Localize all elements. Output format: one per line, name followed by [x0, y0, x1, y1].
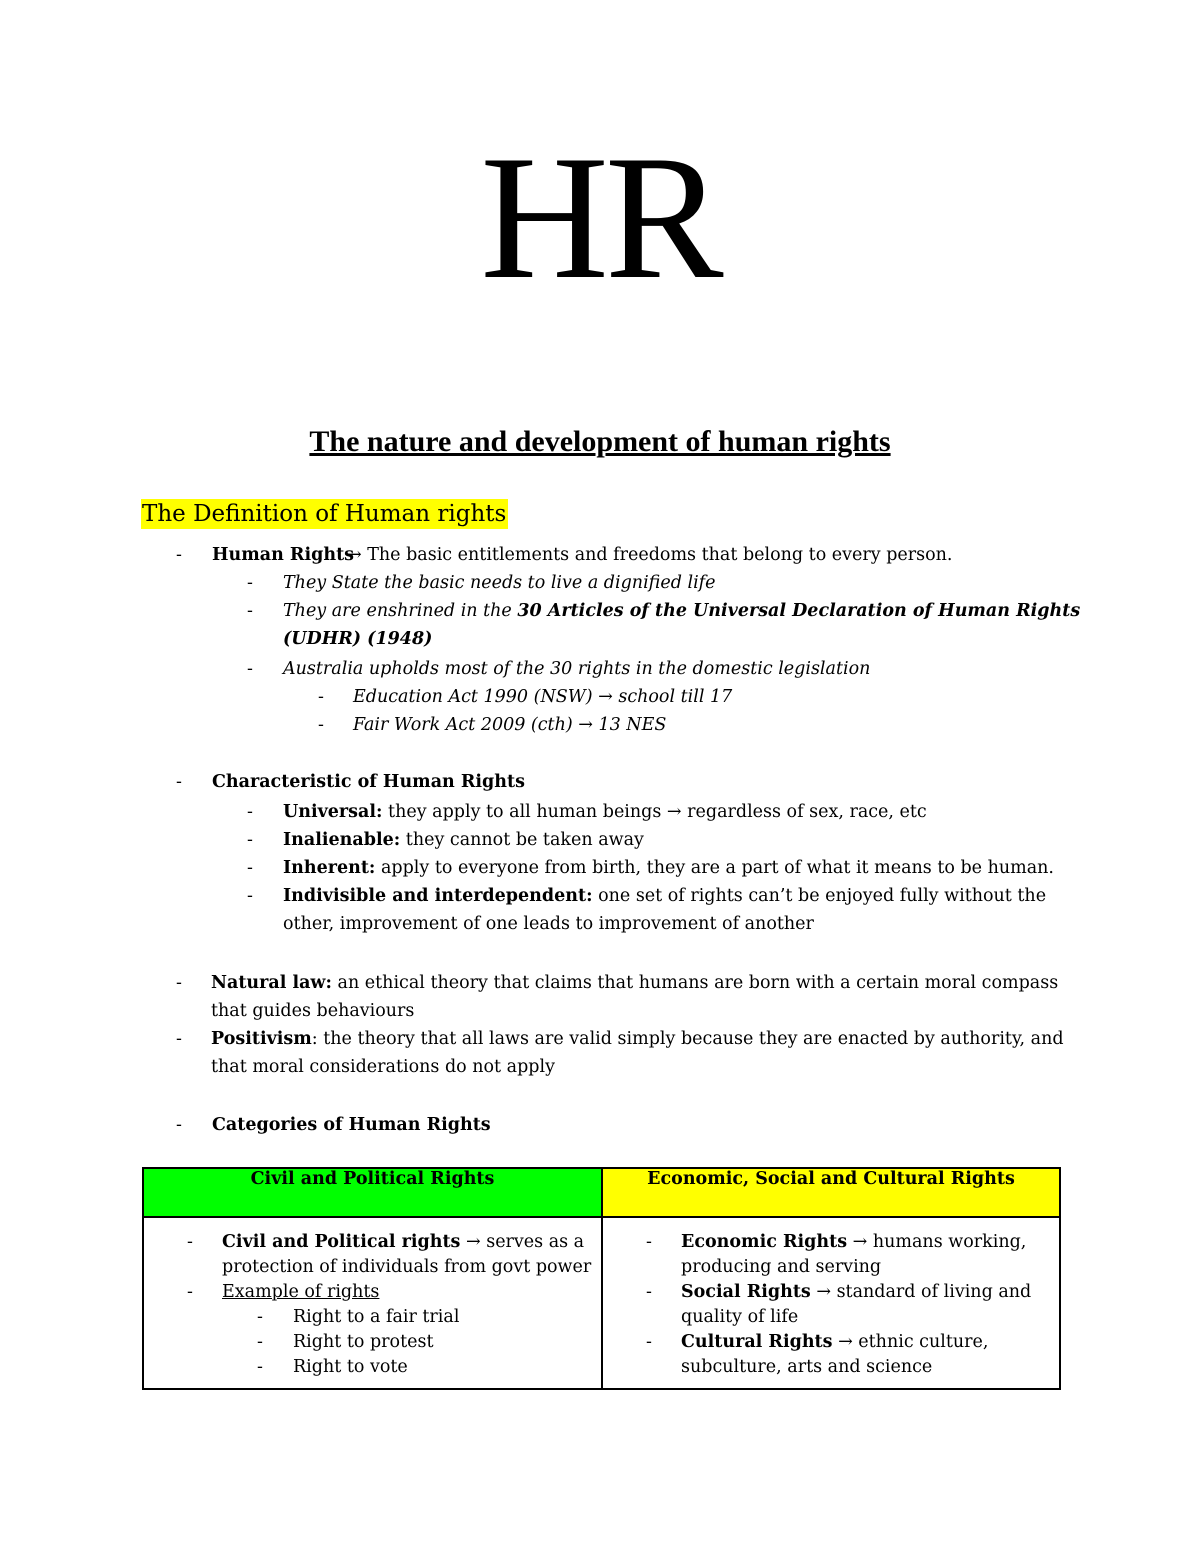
list-item-dignified: They State the basic needs to live a dignified life: [283, 573, 716, 593]
characteristics-heading-text: Characteristic of Human Rights: [212, 772, 525, 792]
list-item-example: Right to protest: [293, 1332, 434, 1352]
term-inherent: Inherent:: [283, 858, 376, 878]
page-title-text: The nature and development of human rights: [309, 425, 891, 458]
list-item-social-rights: [681, 1280, 1031, 1305]
natural-law-text: an ethical theory that claims that humans are born with a certain moral compass: [331, 973, 1059, 993]
natural-law-text-cont: that guides behaviours: [211, 1001, 415, 1021]
term-social: Social Rights: [681, 1282, 811, 1302]
list-item-inalienable: [283, 826, 644, 854]
bullet-dash: -: [187, 1232, 193, 1252]
bullet-dash: -: [257, 1332, 263, 1352]
list-item-udhr: [283, 597, 1080, 625]
term-indivisible: Indivisible and interdependent:: [283, 886, 593, 906]
bullet-dash: -: [318, 687, 324, 707]
list-item-example: Right to a fair trial: [293, 1307, 460, 1327]
bullet-dash: -: [257, 1357, 263, 1377]
list-item-cultural-rights: [681, 1330, 988, 1355]
indivisible-text: one set of rights can’t be enjoyed fully without the: [592, 886, 1047, 906]
list-item-indivisible: [283, 882, 1046, 910]
civil-political-text-cont: protection of individuals from govt power: [222, 1257, 592, 1277]
bullet-dash: -: [176, 1115, 182, 1135]
social-text-cont: quality of life: [681, 1307, 799, 1327]
term-human-rights: Human Rights: [212, 545, 355, 565]
bullet-dash: -: [257, 1307, 263, 1327]
list-item-natural-law: [211, 969, 1058, 997]
term-positivism: Positivism: [211, 1029, 312, 1049]
bullet-dash: -: [318, 715, 324, 735]
table-header-economic-social-cultural: Economic, Social and Cultural Rights: [602, 1168, 1060, 1217]
examples-label: Example of rights: [222, 1282, 380, 1302]
social-text: → standard of living and: [810, 1282, 1032, 1302]
inherent-text: apply to everyone from birth, they are a part of what it means to be human.: [375, 858, 1054, 878]
term-civil-political: Civil and Political rights: [222, 1232, 461, 1252]
bullet-dash: -: [176, 545, 182, 565]
term-inalienable: Inalienable:: [283, 830, 401, 850]
list-item-education-act: Education Act 1990 (NSW) → school till 17: [353, 687, 733, 707]
page-title: [0, 424, 1200, 460]
positivism-text-cont: that moral considerations do not apply: [211, 1057, 555, 1077]
categories-heading-text: Categories of Human Rights: [212, 1115, 491, 1135]
list-item-universal: [283, 798, 927, 826]
document-title: HR: [480, 118, 720, 316]
udhr-year: (UDHR) (1948): [283, 629, 433, 649]
term-universal: Universal:: [283, 802, 383, 822]
bullet-dash: -: [176, 973, 182, 993]
civil-political-text: → serves as a: [460, 1232, 585, 1252]
table-cell-economic-social-cultural: [602, 1217, 1060, 1389]
list-item-inherent: [283, 854, 1054, 882]
list-item-australia: Australia upholds most of the 30 rights in the domestic legislation: [283, 659, 871, 679]
list-item-positivism: [211, 1025, 1064, 1053]
bullet-dash: -: [646, 1282, 652, 1302]
bullet-dash: -: [646, 1232, 652, 1252]
bullet-dash: -: [247, 858, 253, 878]
bullet-dash: -: [247, 659, 253, 679]
bullet-dash: -: [247, 802, 253, 822]
definition-text: → The basic entitlements and freedoms that belong to every person.: [347, 545, 953, 565]
universal-text: they apply to all human beings → regardless of sex, race, etc: [382, 802, 927, 822]
indivisible-text-cont: other, improvement of one leads to improvement of another: [283, 914, 814, 934]
list-item-example: Right to vote: [293, 1357, 408, 1377]
list-item-civil-political-rights: [222, 1230, 584, 1255]
cultural-text-cont: subculture, arts and science: [681, 1357, 933, 1377]
bullet-dash: -: [247, 573, 253, 593]
list-item-economic-rights: [681, 1230, 1026, 1255]
categories-table: [142, 1167, 1061, 1390]
udhr-prefix: They are enshrined in the: [283, 601, 518, 621]
term-economic: Economic Rights: [681, 1232, 848, 1252]
cultural-text: → ethnic culture,: [832, 1332, 989, 1352]
table-header-civil-political: Civil and Political Rights: [143, 1168, 602, 1217]
economic-text: → humans working,: [847, 1232, 1027, 1252]
bullet-dash: -: [646, 1332, 652, 1352]
table-cell-civil-political: [143, 1217, 602, 1389]
bullet-dash: -: [247, 886, 253, 906]
positivism-text: : the theory that all laws are valid simply because they are enacted by authority, and: [311, 1029, 1064, 1049]
section-heading-definition: The Definition of Human rights: [142, 501, 507, 527]
bullet-dash: -: [176, 1029, 182, 1049]
inalienable-text: they cannot be taken away: [400, 830, 644, 850]
term-cultural: Cultural Rights: [681, 1332, 833, 1352]
term-natural-law: Natural law:: [211, 973, 332, 993]
bullet-dash: -: [176, 772, 182, 792]
udhr-bold: 30 Articles of the Universal Declaration of Human Rights: [517, 601, 1081, 621]
bullet-dash: -: [187, 1282, 193, 1302]
economic-text-cont: producing and serving: [681, 1257, 882, 1277]
bullet-dash: -: [247, 601, 253, 621]
bullet-dash: -: [247, 830, 253, 850]
list-item-fair-work-act: Fair Work Act 2009 (cth) → 13 NES: [353, 715, 667, 735]
